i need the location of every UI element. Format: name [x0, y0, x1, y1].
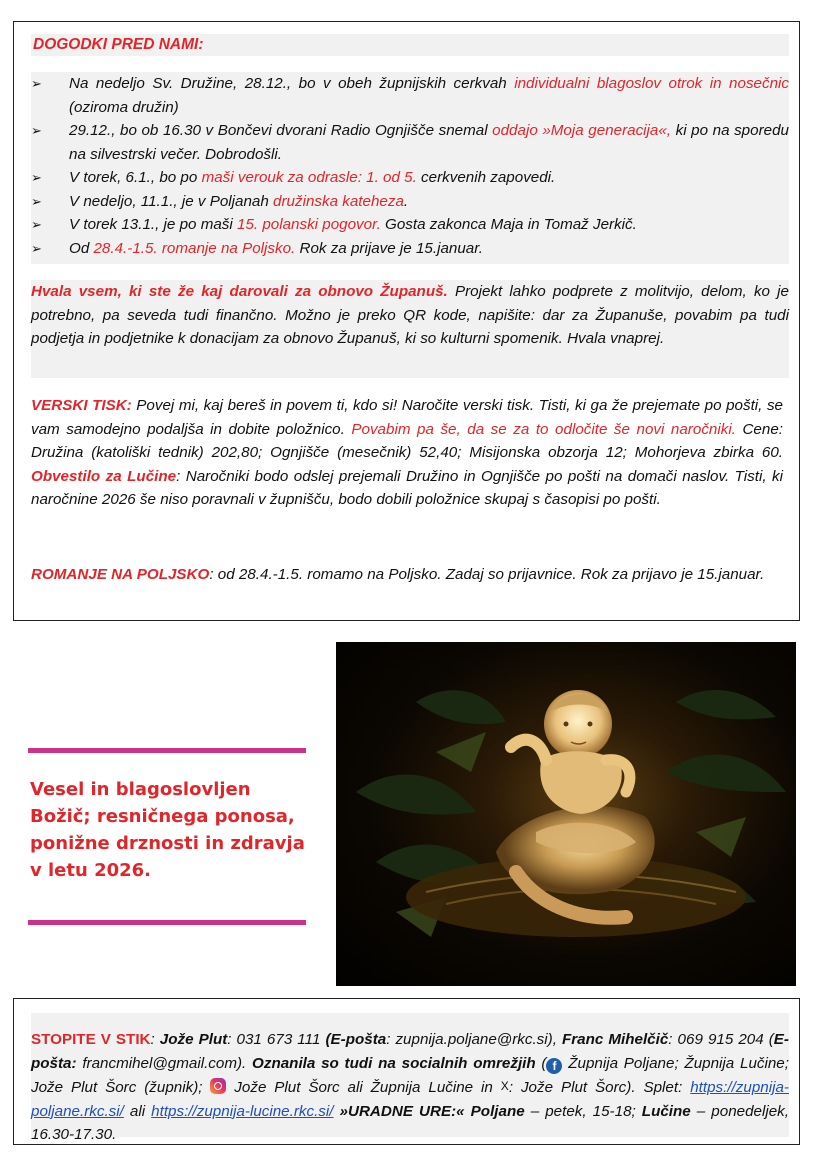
events-heading: DOGODKI PRED NAMI:: [33, 36, 204, 53]
contact-paragraph: STOPITE V STIK: Jože Plut: 031 673 111 (E-pošta: zupnija.poljane@rkc.si), Franc Mihelčič: 069 915 204 (E-pošta: francmihel@gmail.com). Oznanila so tudi na socialnih omrežjih ( f Župnija Poljane; Župnija Lučine; Jože Plut Šorc (župnik); Jože Plut Šorc ali Župnija Lučine in X: Jože Plut Šorc). Splet: https://zupnija-poljane.rkc.si/ ali https://zupnija-lucine.rkc.si/ »URADNE URE:« Poljane – petek, 15-18; Lučine – ponedeljek, 16.30-17.30.: [31, 1031, 789, 1144]
list-item: ➢ V torek 13.1., je po maši 15. polanski pogovor. Gosta zakonca Maja in Tomaž Jerkič.: [31, 213, 789, 237]
contact-box: [13, 998, 800, 1145]
contact-band: [31, 1013, 789, 1144]
thanks-lead: Hvala vsem, ki ste že kaj darovali za obnovo Županuš.: [31, 283, 448, 300]
lucine-link[interactable]: https://zupnija-lucine.rkc.si/: [151, 1102, 334, 1120]
arrow-bullet-icon: ➢: [31, 123, 42, 138]
list-item: ➢ V nedeljo, 11.1., je v Poljanah družinska kateheza.: [31, 190, 789, 214]
poljane-link[interactable]: https://zupnija-poljane.rkc.si/: [31, 1079, 789, 1120]
contact-label: STOPITE V STIK: [31, 1031, 151, 1049]
facebook-icon[interactable]: f: [546, 1058, 562, 1074]
events-list: [31, 72, 789, 260]
thanks-band: [31, 280, 789, 378]
verski-tisk-label: VERSKI TISK:: [31, 397, 132, 414]
divider: [28, 920, 306, 925]
list-item: ➢ 29.12., bo ob 16.30 v Bončevi dvorani Radio Ognjišče snemal oddajo »Moja generacija«, ki po na sporedu na silvestrski večer. Dobrodošli.: [31, 119, 789, 166]
greeting-text: Vesel in blagoslovljen Božič; resničnega ponosa, ponižne drznosti in zdravja v letu 2026.: [30, 779, 305, 881]
romanje-paragraph: ROMANJE NA POLJSKO: od 28.4.-1.5. romamo na Poljsko. Zadaj so prijavnice. Rok za prijavo je 15.januar.: [31, 566, 765, 583]
arrow-bullet-icon: ➢: [31, 76, 42, 91]
news-box: [13, 21, 800, 621]
greeting-block: [28, 748, 308, 926]
verski-tisk-paragraph: VERSKI TISK: Povej mi, kaj bereš in povem ti, kdo si! Naročite verski tisk. Tisti, ki ga že prejemate po pošti, se vam samodejno podaljša in dobite položnico. Povabim pa še, da se za to odločite še novi naročniki. Cene: Družina (katoliški tednik) 202,80; Ognjišče (mesečnik) 52,40; Misijonska obzorja 12; Mohorjeva zbirka 60. Obvestilo za Lučine: Naročniki bodo odslej prejemali Družino in Ognjišče po pošti na domači naslov. Tisti, ki naročnine 2026 še niso poravnali v župnišču, bodo dobili položnice skupaj s časopisi po pošti.: [31, 397, 783, 508]
nativity-photo: [336, 642, 796, 986]
list-item: ➢ Na nedeljo Sv. Družine, 28.12., bo v obeh župnijskih cerkvah individualni blagoslov otrok in nosečnic (oziroma družin): [31, 72, 789, 119]
events-heading-band: [31, 34, 789, 56]
nativity-photo-art: [336, 642, 796, 986]
x-icon[interactable]: X: [500, 1079, 509, 1094]
arrow-bullet-icon: ➢: [31, 170, 42, 185]
list-item: ➢ V torek, 6.1., bo po maši verouk za odrasle: 1. od 5. cerkvenih zapovedi.: [31, 166, 789, 190]
list-item: ➢ Od 28.4.-1.5. romanje na Poljsko. Rok za prijave je 15.januar.: [31, 237, 789, 261]
thanks-paragraph: Hvala vsem, ki ste že kaj darovali za obnovo Županuš. Projekt lahko podprete z molitvijo, delom, ko je potrebno, pa seveda tudi finančno. Možno je preko QR kode, napišite: dar za Županuše, povabim pa tudi podjetja in podjetnike k donacijam za obnovo Županuš, ki so kulturni spomenik. Hvala vnaprej.: [31, 283, 789, 347]
arrow-bullet-icon: ➢: [31, 193, 42, 209]
instagram-icon[interactable]: [210, 1078, 226, 1094]
arrow-bullet-icon: ➢: [31, 217, 42, 232]
divider: [28, 748, 306, 753]
arrow-bullet-icon: ➢: [31, 240, 42, 256]
romanje-label: ROMANJE NA POLJSKO: [31, 566, 210, 583]
events-band: [31, 72, 789, 264]
